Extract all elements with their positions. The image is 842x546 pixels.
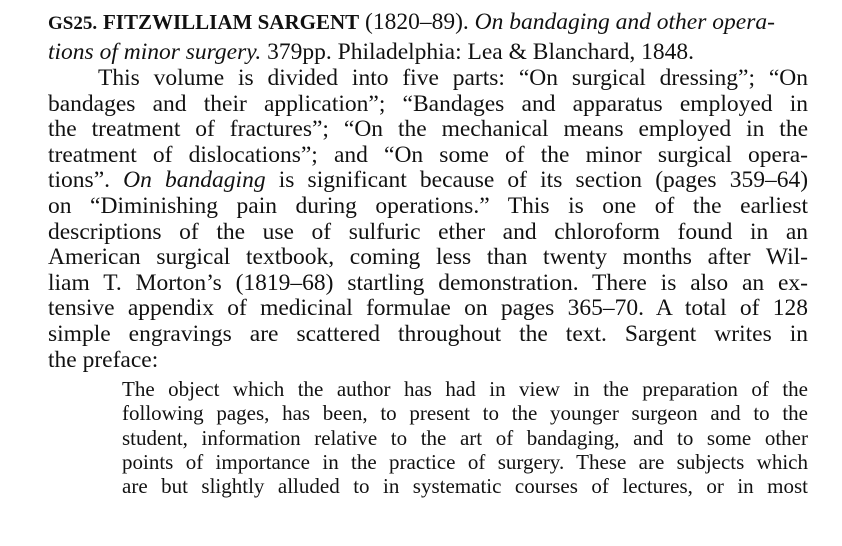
block-quote	[122, 377, 808, 498]
quote-line: points of importance in the practice of surgery. These are subjects which	[122, 449, 808, 474]
text-line: liam T. Morton’s (1819–68) startling demonstration. There is also an ex-	[48, 269, 808, 296]
text-line: the preface:	[48, 346, 159, 373]
text-line: simple engravings are scattered throughout the text. Sargent writes in	[48, 320, 808, 347]
quote-line: following pages, has been, to present to the younger surgeon and to the	[122, 401, 808, 426]
entry-title-part2: tions of minor surgery.	[48, 39, 262, 65]
text-line: bandages and their application”; “Bandages and apparatus employed in	[48, 90, 808, 117]
entry-id: GS25.	[48, 13, 98, 34]
entry-description	[48, 66, 808, 373]
entry-heading-line2	[48, 38, 808, 66]
quote-line: The object which the author has had in view in the preparation of the	[122, 377, 808, 402]
text-line	[48, 168, 808, 194]
entry-author: FITZWILLIAM SARGENT	[102, 10, 360, 34]
entry-title-part1: On bandaging and other opera-	[474, 9, 775, 35]
document-page	[48, 8, 808, 498]
text-line: American surgical textbook, coming less than twenty months after Wil-	[48, 244, 808, 271]
italic-book-title: On bandaging	[123, 167, 266, 194]
text-fragment: is significant because of its section (pages 359–64)	[278, 167, 809, 194]
entry-dates: (1820–89).	[365, 9, 469, 35]
entry-heading	[48, 8, 808, 66]
text-line: the treatment of fractures”; “On the mechanical means employed in the	[48, 116, 808, 143]
text-fragment: tions”.	[48, 167, 111, 194]
text-line: descriptions of the use of sulfuric ether and chloroform found in an	[48, 218, 808, 245]
text-line: treatment of dislocations”; and “On some of the minor surgical opera-	[48, 141, 808, 168]
text-line: This volume is divided into five parts: “On surgical dressing”; “On	[98, 65, 808, 91]
quote-line: student, information relative to the art of bandaging, and to some other	[122, 425, 808, 450]
text-line: on “Diminishing pain during operations.” This is one of the earliest	[48, 192, 808, 219]
quote-line: are but slightly alluded to in systematic courses of lectures, or in most	[122, 473, 808, 498]
entry-pub-info: 379pp. Philadelphia: Lea & Blanchard, 1848.	[267, 39, 694, 65]
text-line: tensive appendix of medicinal formulae on pages 365–70. A total of 128	[48, 295, 808, 322]
